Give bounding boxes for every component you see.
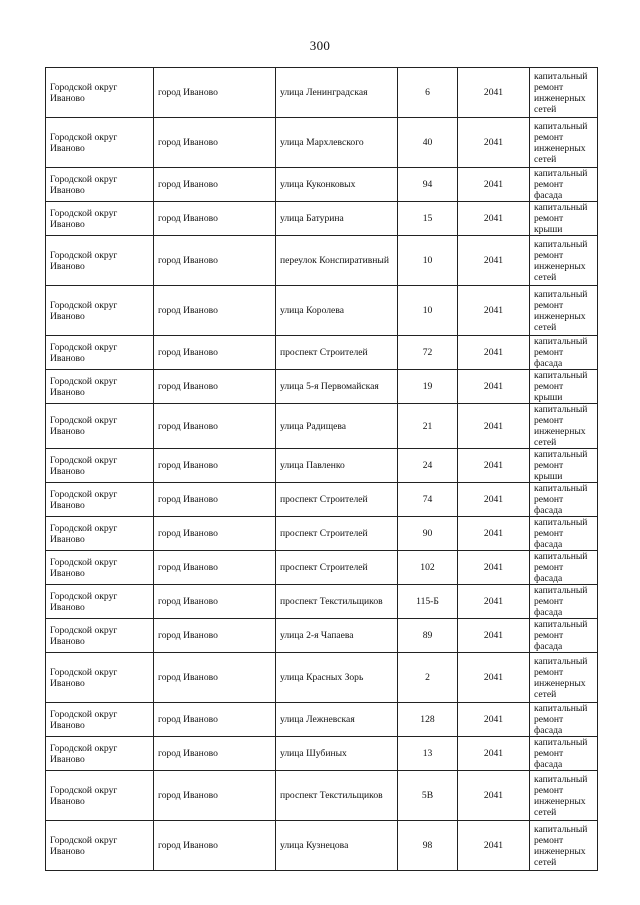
street-cell: проспект Строителей [276,517,398,551]
work-type-cell: капитальный ремонт фасада [530,737,598,771]
territory-cell: Городской округ Иваново [46,619,154,653]
settlement-cell: город Иваново [154,236,276,286]
table-row [46,653,598,703]
year-cell: 2041 [458,517,530,551]
year-cell: 2041 [458,336,530,370]
street-cell: переулок Конспиративный [276,236,398,286]
work-type-cell: капитальный ремонт крыши [530,370,598,404]
house-number-cell: 40 [398,118,458,168]
work-type-cell: капитальный ремонт фасада [530,517,598,551]
work-type-cell: капитальный ремонт инженерных сетей [530,68,598,118]
settlement-cell: город Иваново [154,619,276,653]
territory-cell: Городской округ Иваново [46,653,154,703]
year-cell: 2041 [458,821,530,871]
work-type-cell: капитальный ремонт инженерных сетей [530,404,598,449]
table-row [46,821,598,871]
year-cell: 2041 [458,68,530,118]
street-cell: улица Павленко [276,449,398,483]
territory-cell: Городской округ Иваново [46,118,154,168]
house-number-cell: 72 [398,336,458,370]
territory-cell: Городской округ Иваново [46,336,154,370]
street-cell: улица Радищева [276,404,398,449]
table-row [46,336,598,370]
table-row [46,449,598,483]
settlement-cell: город Иваново [154,202,276,236]
work-type-cell: капитальный ремонт инженерных сетей [530,286,598,336]
work-type-cell: капитальный ремонт фасада [530,619,598,653]
year-cell: 2041 [458,404,530,449]
year-cell: 2041 [458,619,530,653]
work-type-cell: капитальный ремонт фасада [530,703,598,737]
house-number-cell: 98 [398,821,458,871]
table-row [46,737,598,771]
table-body [46,68,598,871]
settlement-cell: город Иваново [154,703,276,737]
settlement-cell: город Иваново [154,821,276,871]
year-cell: 2041 [458,737,530,771]
settlement-cell: город Иваново [154,551,276,585]
house-number-cell: 10 [398,236,458,286]
year-cell: 2041 [458,202,530,236]
street-cell: улица Кузнецова [276,821,398,871]
table-row [46,236,598,286]
settlement-cell: город Иваново [154,449,276,483]
street-cell: проспект Текстильщиков [276,585,398,619]
table-row [46,585,598,619]
street-cell: проспект Текстильщиков [276,771,398,821]
house-number-cell: 5В [398,771,458,821]
territory-cell: Городской округ Иваново [46,370,154,404]
territory-cell: Городской округ Иваново [46,286,154,336]
page-number: 300 [309,38,331,53]
territory-cell: Городской округ Иваново [46,168,154,202]
year-cell: 2041 [458,168,530,202]
year-cell: 2041 [458,653,530,703]
territory-cell: Городской округ Иваново [46,449,154,483]
territory-cell: Городской округ Иваново [46,551,154,585]
house-number-cell: 15 [398,202,458,236]
street-cell: улица Куконковых [276,168,398,202]
year-cell: 2041 [458,703,530,737]
house-number-cell: 13 [398,737,458,771]
work-type-cell: капитальный ремонт инженерных сетей [530,771,598,821]
work-type-cell: капитальный ремонт инженерных сетей [530,821,598,871]
work-type-cell: капитальный ремонт фасада [530,585,598,619]
work-type-cell: капитальный ремонт фасада [530,336,598,370]
settlement-cell: город Иваново [154,517,276,551]
table-row [46,68,598,118]
house-number-cell: 128 [398,703,458,737]
settlement-cell: город Иваново [154,737,276,771]
table-row [46,619,598,653]
year-cell: 2041 [458,771,530,821]
settlement-cell: город Иваново [154,404,276,449]
house-number-cell: 74 [398,483,458,517]
street-cell: улица Шубиных [276,737,398,771]
territory-cell: Городской округ Иваново [46,517,154,551]
table-row [46,771,598,821]
year-cell: 2041 [458,236,530,286]
table-row [46,517,598,551]
settlement-cell: город Иваново [154,771,276,821]
table-row [46,168,598,202]
street-cell: улица Батурина [276,202,398,236]
table-row [46,551,598,585]
table-row [46,202,598,236]
year-cell: 2041 [458,551,530,585]
year-cell: 2041 [458,585,530,619]
street-cell: улица 5-я Первомайская [276,370,398,404]
work-type-cell: капитальный ремонт крыши [530,202,598,236]
work-type-cell: капитальный ремонт фасада [530,551,598,585]
territory-cell: Городской округ Иваново [46,585,154,619]
year-cell: 2041 [458,449,530,483]
street-cell: улица 2-я Чапаева [276,619,398,653]
street-cell: проспект Строителей [276,551,398,585]
year-cell: 2041 [458,483,530,517]
territory-cell: Городской округ Иваново [46,821,154,871]
territory-cell: Городской округ Иваново [46,68,154,118]
work-type-cell: капитальный ремонт фасада [530,483,598,517]
house-number-cell: 19 [398,370,458,404]
settlement-cell: город Иваново [154,68,276,118]
house-number-cell: 24 [398,449,458,483]
settlement-cell: город Иваново [154,286,276,336]
table-row [46,404,598,449]
house-number-cell: 6 [398,68,458,118]
street-cell: улица Ленинградская [276,68,398,118]
territory-cell: Городской округ Иваново [46,703,154,737]
table-row [46,370,598,404]
settlement-cell: город Иваново [154,118,276,168]
street-cell: проспект Строителей [276,483,398,517]
settlement-cell: город Иваново [154,370,276,404]
year-cell: 2041 [458,370,530,404]
table-row [46,118,598,168]
settlement-cell: город Иваново [154,483,276,517]
year-cell: 2041 [458,118,530,168]
settlement-cell: город Иваново [154,585,276,619]
street-cell: улица Красных Зорь [276,653,398,703]
house-number-cell: 2 [398,653,458,703]
work-type-cell: капитальный ремонт крыши [530,449,598,483]
year-cell: 2041 [458,286,530,336]
work-type-cell: капитальный ремонт инженерных сетей [530,236,598,286]
table-row [46,703,598,737]
settlement-cell: город Иваново [154,653,276,703]
table-row [46,286,598,336]
work-type-cell: капитальный ремонт фасада [530,168,598,202]
house-number-cell: 102 [398,551,458,585]
territory-cell: Городской округ Иваново [46,483,154,517]
territory-cell: Городской округ Иваново [46,202,154,236]
house-number-cell: 115-Б [398,585,458,619]
settlement-cell: город Иваново [154,168,276,202]
street-cell: улица Королева [276,286,398,336]
street-cell: улица Лежневская [276,703,398,737]
street-cell: проспект Строителей [276,336,398,370]
territory-cell: Городской округ Иваново [46,236,154,286]
work-type-cell: капитальный ремонт инженерных сетей [530,118,598,168]
house-number-cell: 90 [398,517,458,551]
territory-cell: Городской округ Иваново [46,771,154,821]
territory-cell: Городской округ Иваново [46,404,154,449]
work-type-cell: капитальный ремонт инженерных сетей [530,653,598,703]
table-row [46,483,598,517]
territory-cell: Городской округ Иваново [46,737,154,771]
settlement-cell: город Иваново [154,336,276,370]
street-cell: улица Мархлевского [276,118,398,168]
house-number-cell: 10 [398,286,458,336]
house-number-cell: 89 [398,619,458,653]
house-number-cell: 94 [398,168,458,202]
house-number-cell: 21 [398,404,458,449]
housing-repair-table [45,67,598,871]
